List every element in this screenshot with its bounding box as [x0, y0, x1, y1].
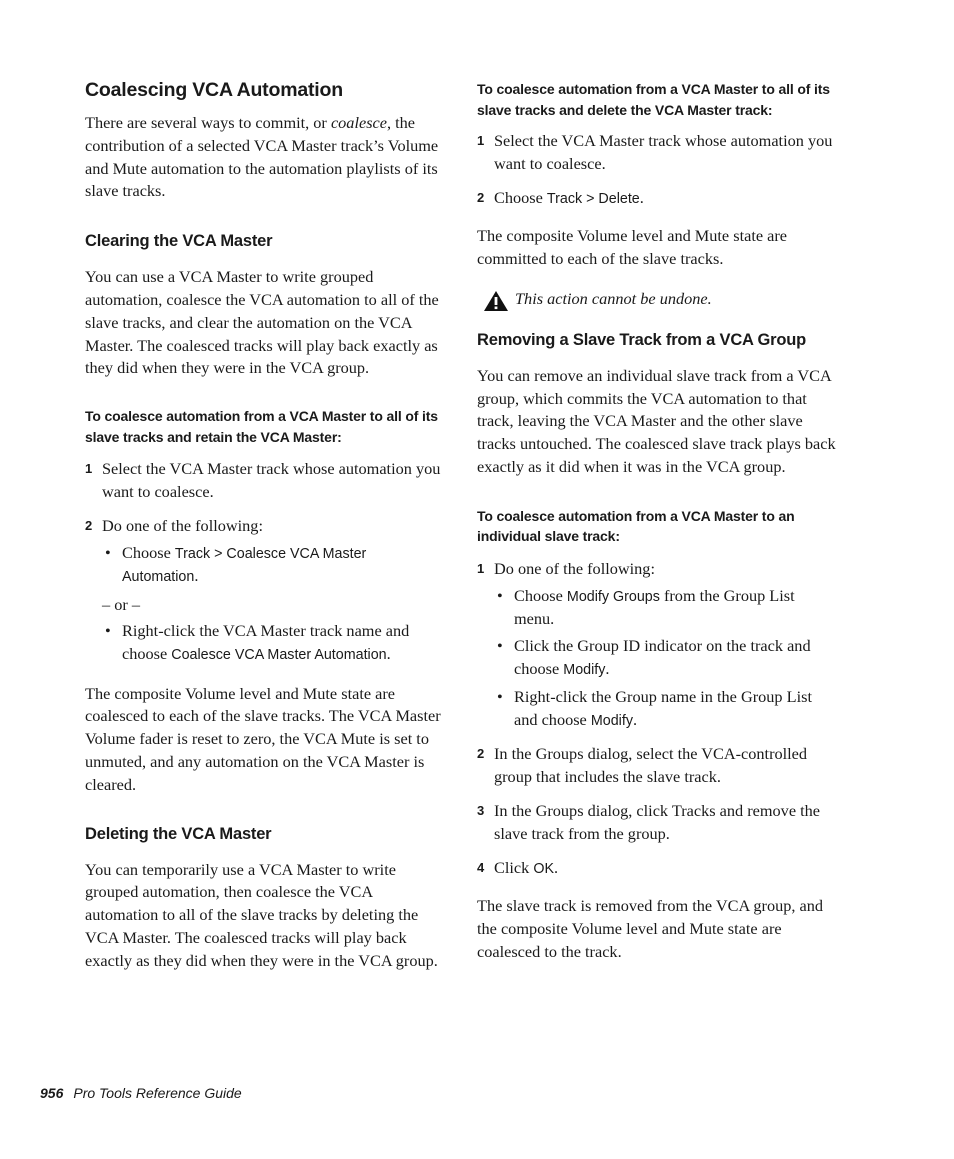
- delete-result: The composite Volume level and Mute state are committed to each of the slave tracks.: [477, 226, 788, 269]
- section-title: Coalescing VCA Automation: [85, 79, 343, 101]
- list-item: • Choose Modify Groups from the Group List menu.: [497, 585, 795, 629]
- delete-step-1: 1 Select the VCA Master track whose automation you want to coalesce.: [477, 131, 833, 173]
- intro-emphasis: coalesce: [330, 113, 387, 132]
- warning-note: This action cannot be undone.: [477, 288, 837, 311]
- warning-triangle-icon: [483, 290, 509, 312]
- menu-command: Modify Groups: [566, 588, 660, 605]
- deleting-body: You can temporarily use a VCA Master to write grouped automation, then coalesce the VCA automation to all of the slave tracks by deleting the VCA Master. The coalesced tracks will play back exactly as they did when they were in the VCA group.: [85, 859, 438, 970]
- menu-command: Track > Delete: [546, 190, 640, 207]
- clearing-body: You can use a VCA Master to write grouped automation, coalesce the VCA automation to all of the slave tracks, and clear the automation on the VCA Master. The coalesced tracks will play back exactly as they did when they were in the VCA group.: [85, 267, 439, 378]
- or-separator: – or –: [102, 595, 140, 615]
- clearing-heading: Clearing the VCA Master: [85, 232, 273, 251]
- clearing-step-2: 2 Do one of the following:: [85, 515, 263, 535]
- menu-command: OK: [533, 860, 555, 877]
- deleting-heading: Deleting the VCA Master: [85, 824, 272, 843]
- guide-title: Pro Tools Reference Guide: [73, 1085, 242, 1101]
- removing-options: [477, 585, 837, 733]
- removing-step-3: 3 In the Groups dialog, click Tracks and remove the slave track from the group.: [477, 800, 821, 843]
- removing-step-1: 1 Do one of the following:: [477, 558, 655, 578]
- list-item: • Right-click the VCA Master track name and choose Coalesce VCA Master Automation.: [105, 620, 410, 663]
- removing-procedure-heading: To coalesce automation from a VCA Master to an individual slave track:: [477, 507, 795, 545]
- removing-heading: Removing a Slave Track from a VCA Group: [477, 330, 807, 349]
- menu-command: Modify: [590, 712, 633, 729]
- page-number: 956: [40, 1085, 64, 1101]
- list-item: • Choose Track > Coalesce VCA Master Automation.: [105, 542, 367, 586]
- list-item: • Click the Group ID indicator on the track and choose Modify.: [497, 636, 811, 678]
- menu-command: Coalesce VCA Master Automation: [171, 646, 387, 663]
- clearing-procedure-heading: To coalesce automation from a VCA Master to all of its slave tracks and retain the VCA Master:: [85, 408, 438, 445]
- clearing-step-1: 1 Select the VCA Master track whose automation you want to coalesce.: [85, 459, 441, 501]
- removing-step-2: 2 In the Groups dialog, select the VCA-controlled group that includes the slave track.: [477, 744, 808, 787]
- clearing-result: The composite Volume level and Mute state are coalesced to each of the slave tracks. The VCA Master Volume fader is reset to zero, the VCA Mute is set to unmuted, and any automation on the VCA Master is cleared.: [85, 683, 441, 794]
- clearing-options-alt: [85, 620, 445, 667]
- delete-step-2: 2 Choose Track > Delete.: [477, 187, 644, 207]
- menu-command: Modify: [563, 661, 606, 678]
- menu-command: Track > Coalesce VCA Master Automation: [122, 545, 367, 586]
- removing-body: You can remove an individual slave track from a VCA group, which commits the VCA automation to that track, leaving the VCA Master and the other slave tracks untouched. The coalesced slave track plays back exactly as it did when it was in the VCA group.: [477, 365, 836, 476]
- intro-paragraph: There are several ways to commit, or coalesce, the contribution of a selected VCA Master track’s Volume and Mute automation to the automation playlists of its slave tracks.: [85, 113, 439, 201]
- list-item: • Right-click the Group name in the Group List and choose Modify.: [497, 686, 812, 729]
- left-column: [85, 78, 445, 973]
- removing-step-4: 4 Click OK.: [477, 857, 559, 877]
- right-column: [477, 78, 837, 964]
- removing-result: The slave track is removed from the VCA group, and the composite Volume level and Mute state are coalesced to the track.: [477, 896, 824, 961]
- page-footer: [40, 1085, 242, 1101]
- delete-procedure-heading: To coalesce automation from a VCA Master to all of its slave tracks and delete the VCA Master track:: [477, 81, 830, 118]
- clearing-options: [85, 542, 445, 590]
